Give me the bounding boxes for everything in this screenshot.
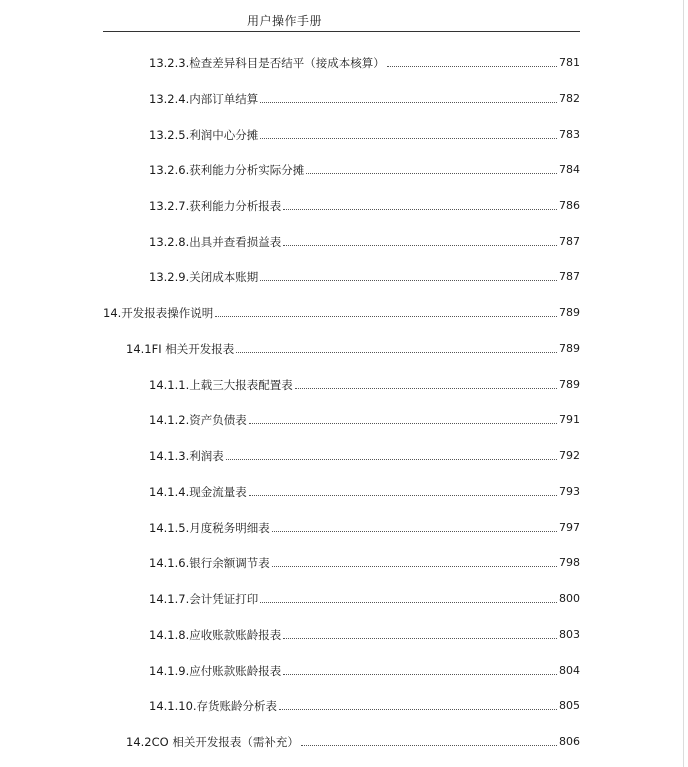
- page-header: [103, 10, 580, 32]
- toc-dot-leader: [283, 209, 557, 210]
- toc-entry[interactable]: [149, 268, 580, 284]
- toc-entry-label: 13.2.9.关闭成本账期: [149, 270, 259, 284]
- toc-dot-leader: [283, 674, 557, 675]
- toc-dot-leader: [306, 173, 557, 174]
- toc-page-number: 800: [559, 592, 580, 605]
- toc-entry-label: 14.1.3.利润表: [149, 449, 224, 463]
- toc-entry-label: 13.2.8.出具并查看损益表: [149, 235, 282, 249]
- toc-entry-label: 14.2CO 相关开发报表（需补充）: [126, 735, 299, 749]
- toc-dot-leader: [283, 245, 557, 246]
- toc-page-number: 789: [559, 378, 580, 391]
- toc-entry-label: 13.2.3.检查差异科目是否结平（接成本核算）: [149, 56, 385, 70]
- toc-entry[interactable]: [149, 483, 580, 499]
- toc-dot-leader: [236, 352, 557, 353]
- toc-entry[interactable]: [149, 626, 580, 642]
- toc-dot-leader: [260, 602, 557, 603]
- toc-dot-leader: [301, 745, 557, 746]
- toc-entry[interactable]: [149, 126, 580, 142]
- toc-entry-label: 14.1.4.现金流量表: [149, 485, 247, 499]
- toc-page-number: 803: [559, 628, 580, 641]
- toc-entry-label: 14.1.10.存货账龄分析表: [149, 699, 278, 713]
- toc-dot-leader: [249, 495, 557, 496]
- toc-entry-label: 14.1.8.应收账款账龄报表: [149, 628, 282, 642]
- toc-dot-leader: [387, 66, 557, 67]
- toc-dot-leader: [249, 423, 557, 424]
- toc-page-number: 793: [559, 485, 580, 498]
- toc-page-number: 791: [559, 413, 580, 426]
- toc-dot-leader: [260, 280, 557, 281]
- toc-page-number: 789: [559, 342, 580, 355]
- toc-entry-label: 14.1.1.上载三大报表配置表: [149, 378, 293, 392]
- toc-dot-leader: [295, 388, 557, 389]
- toc-entry-label: 14.开发报表操作说明: [103, 306, 214, 320]
- toc-page-number: 789: [559, 306, 580, 319]
- toc-entry[interactable]: [149, 519, 580, 535]
- toc-page-number: 805: [559, 699, 580, 712]
- toc-page-number: 781: [559, 56, 580, 69]
- toc-entry[interactable]: [149, 233, 580, 249]
- toc-dot-leader: [279, 709, 557, 710]
- toc-page-number: 787: [559, 270, 580, 283]
- toc-page-number: 792: [559, 449, 580, 462]
- toc-entry[interactable]: [126, 733, 580, 749]
- toc-entry-label: 13.2.7.获利能力分析报表: [149, 199, 282, 213]
- toc-entry[interactable]: [149, 590, 580, 606]
- toc-entry-label: 14.1.7.会计凭证打印: [149, 592, 259, 606]
- toc-page-number: 786: [559, 199, 580, 212]
- toc-page-number: 804: [559, 664, 580, 677]
- toc-page-number: 783: [559, 128, 580, 141]
- toc-entry[interactable]: [103, 304, 580, 320]
- toc-entry-label: 13.2.5.利润中心分摊: [149, 128, 259, 142]
- toc-entry[interactable]: [149, 376, 580, 392]
- toc-entry-label: 14.1.5.月度税务明细表: [149, 521, 270, 535]
- toc-page-number: 798: [559, 556, 580, 569]
- toc-entry-label: 14.1.2.资产负债表: [149, 413, 247, 427]
- toc-entry[interactable]: [149, 662, 580, 678]
- toc-entry[interactable]: [149, 197, 580, 213]
- toc-entry[interactable]: [126, 340, 580, 356]
- toc-dot-leader: [260, 102, 557, 103]
- toc-dot-leader: [226, 459, 557, 460]
- toc-page-number: 787: [559, 235, 580, 248]
- toc-entry[interactable]: [149, 447, 580, 463]
- toc-entry[interactable]: [149, 697, 580, 713]
- toc-dot-leader: [272, 531, 557, 532]
- toc-entry[interactable]: [149, 161, 580, 177]
- toc-dot-leader: [215, 316, 557, 317]
- toc-entry[interactable]: [149, 54, 580, 70]
- toc-entry-label: 14.1FI 相关开发报表: [126, 342, 235, 356]
- toc-page-number: 784: [559, 163, 580, 176]
- toc-entry[interactable]: [149, 411, 580, 427]
- toc-page-number: 806: [559, 735, 580, 748]
- toc-page-number: 797: [559, 521, 580, 534]
- toc-entry-label: 14.1.6.银行余额调节表: [149, 556, 270, 570]
- toc-dot-leader: [272, 566, 557, 567]
- toc-entry-label: 13.2.6.获利能力分析实际分摊: [149, 163, 305, 177]
- toc-page-number: 782: [559, 92, 580, 105]
- toc-entry-label: 13.2.4.内部订单结算: [149, 92, 259, 106]
- toc-dot-leader: [283, 638, 557, 639]
- toc-entry-label: 14.1.9.应付账款账龄报表: [149, 664, 282, 678]
- header-title: 用户操作手册: [247, 14, 323, 28]
- toc-entry[interactable]: [149, 90, 580, 106]
- toc-entry[interactable]: [149, 554, 580, 570]
- toc-dot-leader: [260, 138, 557, 139]
